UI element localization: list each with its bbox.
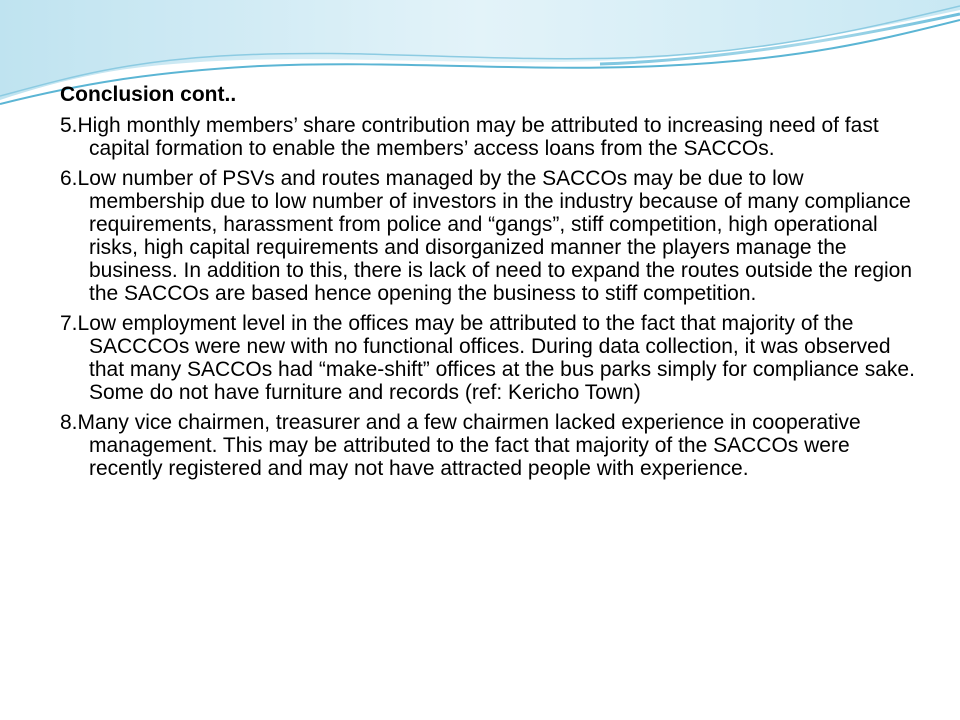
point-6-number: 6. (60, 167, 78, 190)
point-7 (60, 312, 920, 404)
point-6-text: Low number of PSVs and routes managed by the SACCOs may be due to low membership due to low number of investors in the industry because of many compliance requirements, harassment from police and “gangs”, stiff competition, high operational risks, high capital requirements and disorganized manner the players manage the business. In addition to this, there is lack of need to expand the routes outside the region the SACCOs are based hence opening the business to stiff competition. (77, 167, 913, 305)
wave-mid (0, 0, 960, 92)
point-5-text: High monthly members’ share contribution may be attributed to increasing need of fast capital formation to enable the members’ access loans from the SACCOs. (77, 114, 879, 160)
point-5 (60, 114, 920, 160)
point-7-text: Low employment level in the offices may be attributed to the fact that majority of the SACCCOs were new with no functional offices. During data collection, it was observed that many SACCOs had “make-shift” offices at the bus parks simply for compliance sake. Some do not have furniture and records (ref: Kericho Town) (77, 312, 915, 404)
point-5-number: 5. (60, 114, 78, 137)
point-8-text: Many vice chairmen, treasurer and a few chairmen lacked experience in cooperative management. This may be attributed to the fact that majority of the SACCOs were recently registered and may not have attracted people with experience. (77, 411, 861, 480)
point-8 (60, 411, 920, 480)
slide-title: Conclusion cont.. (60, 83, 237, 106)
point-7-number: 7. (60, 312, 78, 335)
point-6 (60, 167, 920, 305)
point-8-number: 8. (60, 411, 78, 434)
slide-content (60, 82, 920, 487)
